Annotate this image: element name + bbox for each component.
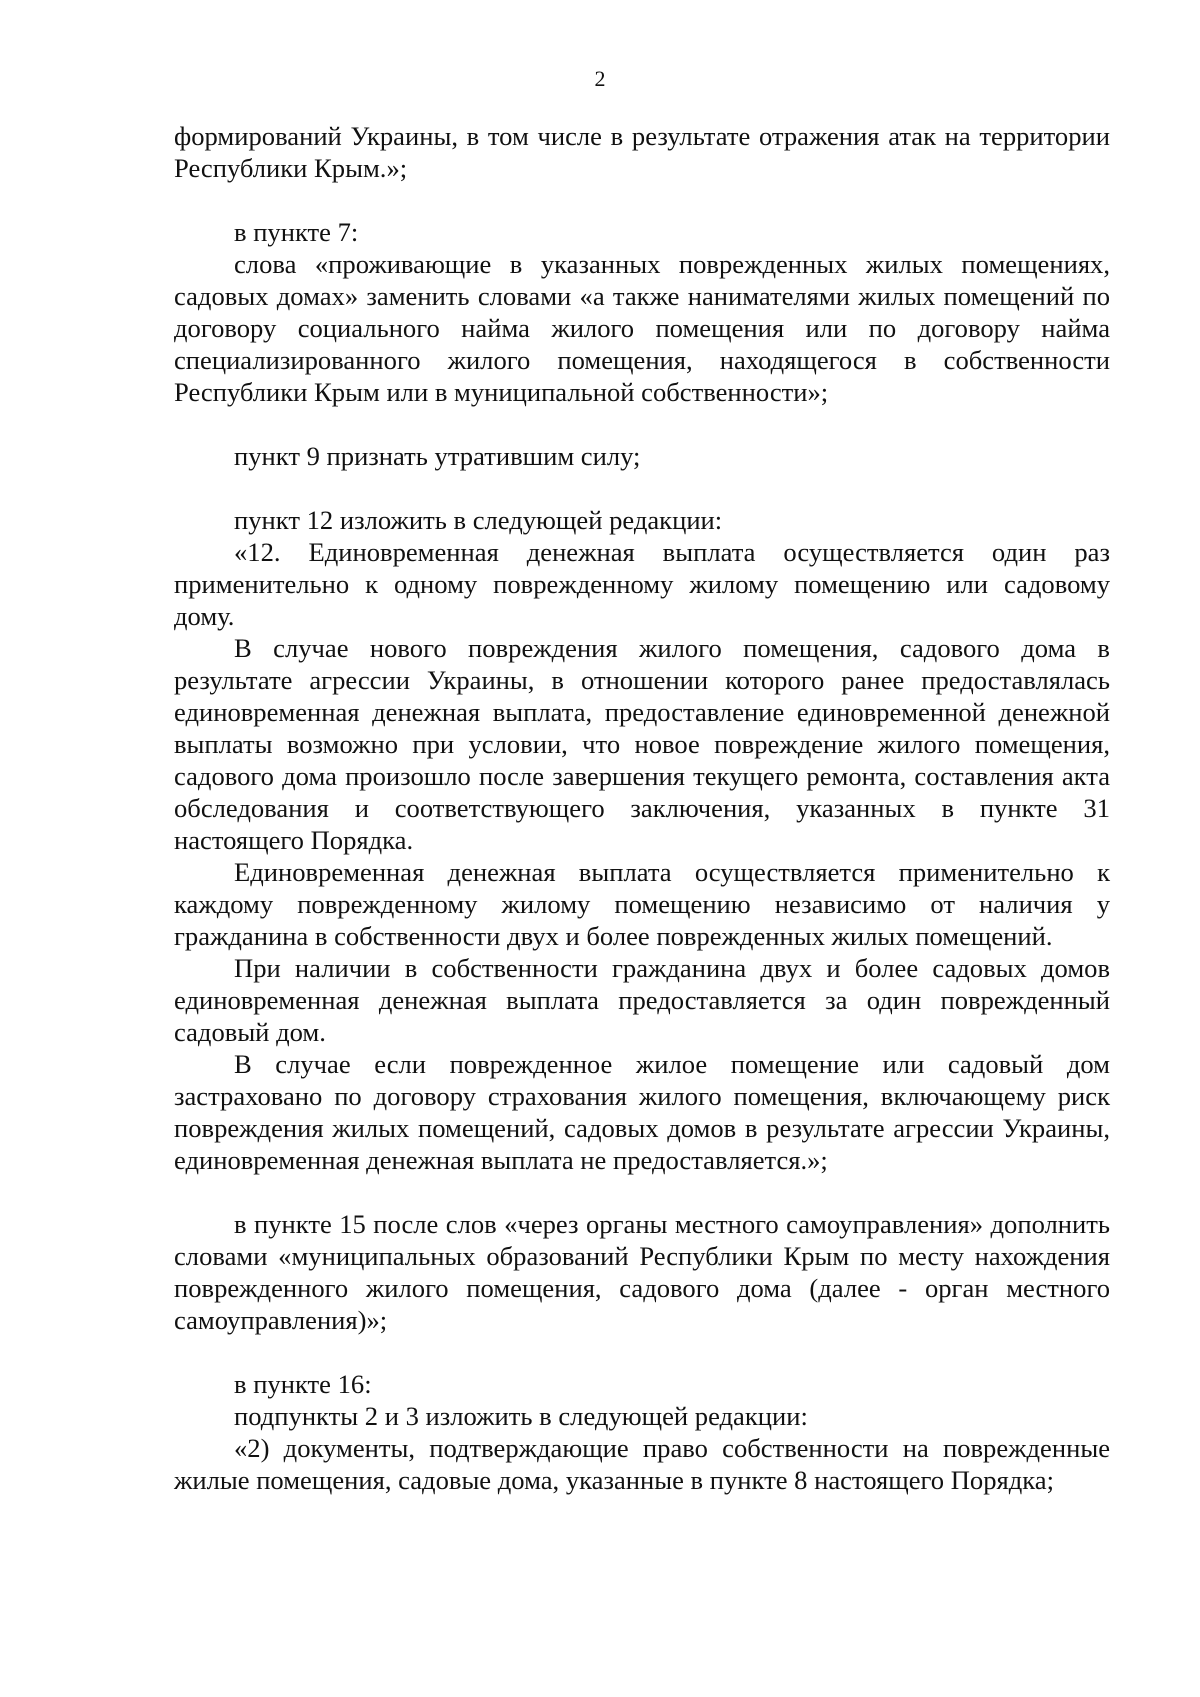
paragraph-subitems-heading: подпункты 2 и 3 изложить в следующей редакции: [234, 1401, 808, 1431]
paragraph-continuation: формирований Украины, в том числе в результате отражения атак на территории Республики Крым.»; [174, 121, 1110, 183]
paragraph-subitem-2: «2) документы, подтверждающие право собственности на поврежденные жилые помещения, садовые дома, указанные в пункте 8 настоящего Порядка; [174, 1433, 1110, 1495]
paragraph-insurance: В случае если поврежденное жилое помещение или садовый дом застраховано по договору страхования жилого помещения, включающему риск повреждения жилых помещений, садовых домов в результате агрессии Украины, единовременная денежная выплата не предоставляется.»; [174, 1049, 1110, 1175]
paragraph-each-premises: Единовременная денежная выплата осуществляется применительно к каждому поврежденному жилому помещению независимо от наличия у гражданина в собственности двух и более поврежденных жилых помещений. [174, 857, 1110, 951]
paragraph-item-12-heading: пункт 12 изложить в следующей редакции: [234, 505, 723, 535]
paragraph-item-15: в пункте 15 после слов «через органы местного самоуправления» дополнить словами «муниципальных образований Республики Крым по месту нахождения поврежденного жилого помещения, садового дома (далее - орган местного самоуправления)»; [174, 1209, 1110, 1335]
page-number: 2 [594, 66, 606, 91]
paragraph-item-12-text: «12. Единовременная денежная выплата осуществляется один раз применительно к одному поврежденному жилому помещению или садовому дому. [174, 537, 1110, 631]
paragraph-garden-houses: При наличии в собственности гражданина двух и более садовых домов единовременная денежная выплата предоставляется за один поврежденный садовый дом. [174, 953, 1110, 1047]
paragraph-item-16-heading: в пункте 16: [234, 1369, 372, 1399]
paragraph-item-7-heading: в пункте 7: [234, 217, 359, 247]
document-body [174, 120, 1110, 1496]
paragraph-item-9: пункт 9 признать утратившим силу; [234, 441, 641, 471]
paragraph-item-7-text: слова «проживающие в указанных поврежденных жилых помещениях, садовых домах» заменить словами «а также нанимателями жилых помещений по договору социального найма жилого помещения или по договору найма специализированного жилого помещения, находящегося в собственности Республики Крым или в муниципальной собственности»; [174, 249, 1110, 407]
paragraph-repeat-damage: В случае нового повреждения жилого помещения, садового дома в результате агрессии Украины, в отношении которого ранее предоставлялась единовременная денежная выплата, предоставление единовременной денежной выплаты возможно при условии, что новое повреждение жилого помещения, садового дома произошло после завершения текущего ремонта, составления акта обследования и соответствующего заключения, указанных в пункте 31 настоящего Порядка. [174, 633, 1110, 855]
